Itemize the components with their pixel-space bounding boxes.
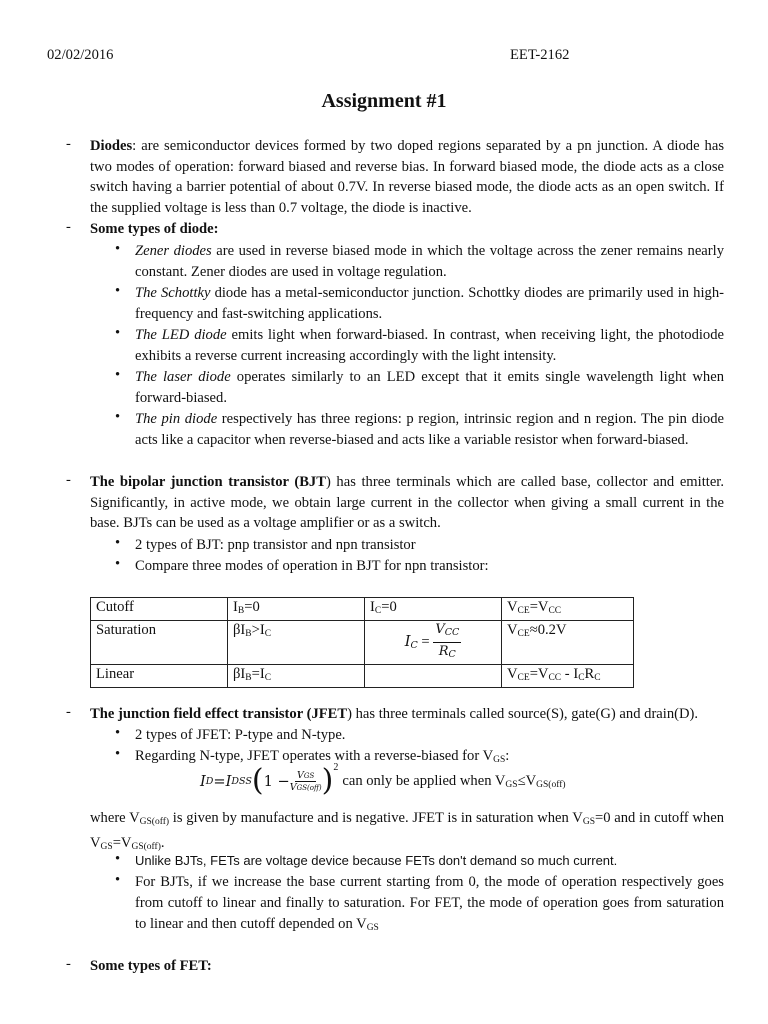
bullet-icon: •: [115, 872, 121, 888]
diodes-paragraph: [90, 136, 724, 219]
left-paren: (: [251, 763, 264, 798]
bjt-paragraph: The bipolar junction transistor (BJT) has three terminals which are called base, collector and emitter. Significantly, in active mode, we obtain large current in the collector when giving a small current in the base. BJTs can be used as a voltage amplifier or as a switch.: [90, 474, 724, 532]
bullet-icon: •: [115, 241, 121, 257]
bjt-modes-table: [90, 597, 634, 688]
list-item: The laser diode operates similarly to an LED except that it emits single wavelength light when forward-biased.: [135, 369, 724, 406]
list-item: The pin diode respectively has three regions: p region, intrinsic region and n region. The pin diode acts like a capacitor when reverse-biased and acts like a variable resistor when forward-biased.: [135, 411, 724, 448]
table-cell: $\beta I_B=I_C$: [228, 665, 365, 688]
list-item: For BJTs, if we increase the base current starting from 0, the mode of operation respectively goes from cutoff to linear and finally to saturation. For FET, the mode of operation goes from saturation to linear and then cutoff depended on $V_{GS}$: [135, 874, 724, 933]
right-paren: ): [321, 763, 334, 798]
list-item: Regarding N-type, JFET operates with a reverse-biased for $V_{GS}$:: [135, 748, 510, 765]
bullet-icon: •: [115, 535, 121, 551]
jfet-where-paragraph: where $V_{GS(off)}$ is given by manufacture and is negative. JFET is in saturation when $V_{GS}=0$ and in cutoff when $V_{GS}=V_{GS(off)}$.: [90, 810, 724, 852]
table-row: [91, 621, 634, 665]
table-cell: $I_B=0$: [228, 598, 365, 621]
list-item: Zener diodes are used in reverse biased mode in which the voltage across the zener remains nearly constant. Zener diodes are used in voltage regulation.: [135, 243, 724, 280]
dash-marker: -: [66, 956, 71, 972]
bullet-icon: •: [115, 725, 121, 741]
bullet-icon: •: [115, 283, 121, 299]
table-cell: Saturation: [91, 621, 228, 665]
table-cell: $V_{CE}\approx 0.2V$: [502, 621, 634, 665]
header-course: EET-2162: [510, 47, 570, 63]
list-item: The Schottky diode has a metal-semiconductor junction. Schottky diodes are primarily used in high-frequency and fast-switching applications.: [135, 285, 724, 322]
dash-marker: -: [66, 219, 71, 235]
table-cell: $I_C=0$: [365, 598, 502, 621]
list-item: Compare three modes of operation in BJT for npn transistor:: [135, 558, 489, 574]
dash-marker: -: [66, 704, 71, 720]
dash-marker: -: [66, 472, 71, 488]
diodes-text: : are semiconductor devices formed by two doped regions separated by a pn junction. A diode has two modes of operation: forward biased and reverse bias. In forward biased mode, the diode acts as a close switch having a barrier potential of about 0.7V. In reverse biased mode, the diode acts as an open switch. If the supplied voltage is less than 0.7 voltage, the diode is inactive.: [90, 138, 724, 217]
header-date: 02/02/2016: [47, 47, 114, 63]
table-cell: $V_{CE}=V_{CC}$: [502, 598, 634, 621]
bullet-icon: •: [115, 746, 121, 762]
vgs-fraction: VGS VGS(off): [289, 769, 322, 793]
jfet-paragraph: The junction field effect transistor (JFET) has three terminals called source(S), gate(G) and drain(D).: [90, 706, 699, 722]
ic-fraction: $V_{CC}$ $R_C$: [435, 622, 460, 660]
table-cell: Cutoff: [91, 598, 228, 621]
table-cell: $\beta I_B>I_C$: [228, 621, 365, 665]
jfet-formula: I D = I DSS ( 1 − VGS VGS(off) ) 2 can only be applied when $V_{GS}\le V_{GS(off)}$: [200, 762, 566, 798]
table-cell: $I_C$ = $V_{CC}$ $R_C$: [365, 621, 502, 665]
list-item: Unlike BJTs, FETs are voltage device because FETs don't demand so much current.: [135, 853, 618, 868]
list-item: The LED diode emits light when forward-biased. In contrast, when receiving light, the photodiode exhibits a reverse current increasing accordingly with the light intensity.: [135, 327, 725, 364]
bullet-icon: •: [115, 851, 121, 867]
bullet-icon: •: [115, 367, 121, 383]
page-title: Assignment #1: [321, 90, 447, 112]
bullet-icon: •: [115, 556, 121, 572]
list-item: 2 types of JFET: P-type and N-type.: [135, 727, 346, 743]
table-cell: Linear: [91, 665, 228, 688]
fet-types-heading: Some types of FET:: [90, 958, 212, 974]
diodes-term: Diodes: [90, 138, 133, 154]
table-cell: [365, 665, 502, 688]
table-row: [91, 598, 634, 621]
bullet-icon: •: [115, 325, 121, 341]
table-row: [91, 665, 634, 688]
bullet-icon: •: [115, 409, 121, 425]
dash-marker: -: [66, 136, 71, 152]
table-cell: $V_{CE}=V_{CC} - I_CR_C$: [502, 665, 634, 688]
list-item: 2 types of BJT: pnp transistor and npn transistor: [135, 537, 416, 553]
diode-types-heading: Some types of diode:: [90, 221, 219, 237]
